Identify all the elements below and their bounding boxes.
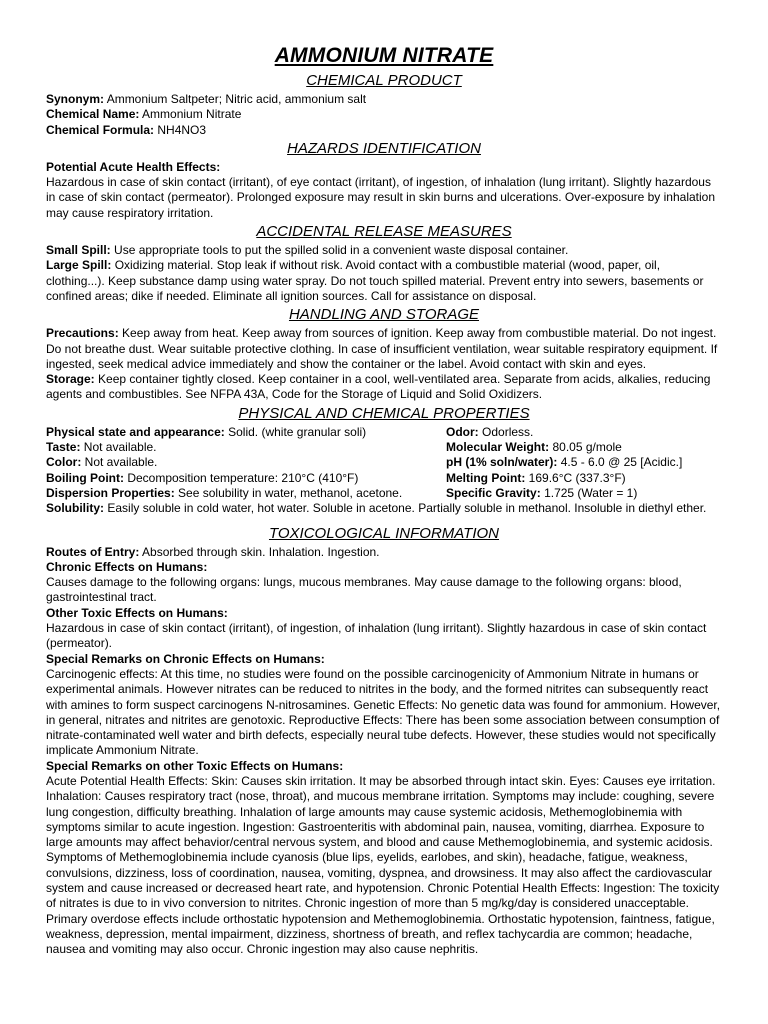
color-label: Color:: [46, 455, 82, 470]
dispersion-value: See solubility in water, methanol, acetone.: [178, 485, 403, 500]
melting-point-label: Melting Point:: [446, 470, 526, 485]
acute-effects-label: Potential Acute Health Effects:: [46, 159, 221, 174]
melting-point-value: 169.6°C (337.3°F): [528, 470, 626, 485]
dispersion-label: Dispersion Properties:: [46, 485, 175, 500]
storage-text: Keep container tightly closed. Keep container in a cool, well-ventilated area. Separate from acids, alkalies, reducing agents and combustibles. See NFPA 43A, Code for the Storage of Liquid and Solid Oxidizers.: [46, 372, 711, 402]
odor-value: Odorless.: [482, 424, 534, 439]
property-row-state-odor: [46, 425, 722, 440]
property-row-taste-mw: [46, 440, 722, 455]
special-remarks-other-label: Special Remarks on other Toxic Effects on Humans:: [46, 758, 344, 773]
routes-label: Routes of Entry:: [46, 544, 140, 559]
large-spill-label: Large Spill:: [46, 258, 112, 273]
chemical-name-value: Ammonium Nitrate: [142, 107, 242, 122]
storage-paragraph: [46, 372, 722, 403]
molecular-weight-value: 80.05 g/mole: [552, 440, 622, 455]
special-remarks-chronic-label: Special Remarks on Chronic Effects on Humans:: [46, 651, 325, 666]
other-toxic-effects-label: Other Toxic Effects on Humans:: [46, 605, 228, 620]
solubility-paragraph: [46, 501, 722, 516]
precautions-label: Precautions:: [46, 326, 119, 341]
solubility-label: Solubility:: [46, 501, 104, 516]
chronic-effects-text: Causes damage to the following organs: lungs, mucous membranes. May cause damage to the following organs: blood, gastrointestinal tract.: [46, 575, 682, 605]
other-toxic-effects-text: Hazardous in case of skin contact (irritant), of ingestion, of inhalation (lung irritant). Slightly hazardous in case of skin contact (permeator).: [46, 621, 707, 651]
small-spill-paragraph: [46, 243, 722, 258]
section-heading-accidental-release: ACCIDENTAL RELEASE MEASURES: [256, 223, 512, 241]
section-heading-hazards: HAZARDS IDENTIFICATION: [287, 139, 481, 157]
molecular-weight-label: Molecular Weight:: [446, 440, 550, 455]
ph-value: 4.5 - 6.0 @ 25 [Acidic.]: [560, 455, 683, 470]
physical-state-value: Solid. (white granular soli): [228, 424, 367, 439]
section-heading-physical-properties: PHYSICAL AND CHEMICAL PROPERTIES: [238, 404, 530, 422]
taste-label: Taste:: [46, 440, 81, 455]
large-spill-text: Oxidizing material. Stop leak if without risk. Avoid contact with a combustible material (wood, paper, oil, clothing...). Keep substance damp using water spray. Do not touch spilled material. Prevent entry into sewers, basements or confined areas; dike if needed. Eliminate all ignition sources. Call for assistance on disposal.: [46, 258, 704, 303]
section-heading-toxicological: TOXICOLOGICAL INFORMATION: [268, 524, 500, 542]
boiling-point-label: Boiling Point:: [46, 470, 124, 485]
acute-effects-text: Hazardous in case of skin contact (irritant), of eye contact (irritant), of ingestion, of inhalation (lung irritant). Slightly hazardous in case of skin contact (permeator). Prolonged exposure may result in skin burns and ulcerations. Over-exposure by inhalation may cause respiratory irritation.: [46, 175, 716, 220]
special-remarks-other-text: Acute Potential Health Effects: Skin: Causes skin irritation. It may be absorbed through intact skin. Eyes: Causes eye irritation. Inhalation: Causes respiratory tract (nose, throat), and mucous membrane irritation. Symptoms may include: coughing, severe lung congestion, difficulty breathing. Inhalation of large amounts may cause systemic acidosis, Methemoglobinemia with symptoms similar to acute ingestion. Ingestion: Gastroenteritis with abdominal pain, nausea, vomiting, diarrhea. Exposure to large amounts may affect behavior/central nervous system, and blood and cause Methemoglobinemia, and systemic acidosis. Symptoms of Methemoglobinemia include cyanosis (blue lips, eyelids, earlobes, and skin), headache, fatigue, weakness, convulsions, dizziness, loss of coordination, nausea, vomiting, dyspnea, and drowsiness. It may also affect the cardiovascular system and cause increased or decreased heart rate, and hypotension. Chronic Potential Health Effects: Ingestion: The toxicity of nitrates is due to in vivo conversion to nitrites. Chronic ingestion of more than 5 mg/kg/day is considered unacceptable. Primary overdose effects include orthostatic hypotension and Methemoglobinemia. Orthostatic hypotension, faintness, fatigue, weakness, depression, mental impairment, dizziness, shortness of breath, and reflex tachycardia are common; headache, nausea and vomiting may also occur. Chronic ingestion may also cause nephritis.: [46, 773, 720, 957]
specific-gravity-label: Specific Gravity:: [446, 485, 541, 500]
special-remarks-chronic-text: Carcinogenic effects: At this time, no studies were found on the possible carcinogenicity of Ammonium Nitrate in humans or experimental animals. However nitrates can be reduced to nitrites in the body, and the formed nitrites can subsequently react with amines to form suspect carcinogens N-nitrosamines. Genetic Effects: No genetic data was found for ammonium. However, in general, nitrates and nitrites are genotoxic. Reproductive Effects: There has been some association between consumption of nitrate-contaminated well water and birth defects, especially neural tube defects. However, these studies would not specifically implicate Ammonium Nitrate.: [46, 666, 721, 758]
routes-paragraph: [46, 545, 722, 560]
section-heading-chemical-product: CHEMICAL PRODUCT: [306, 72, 462, 89]
property-row-dispersion-gravity: [46, 486, 722, 501]
synonym-line: [46, 92, 722, 107]
synonym-label: Synonym:: [46, 92, 105, 106]
taste-value: Not available.: [83, 440, 157, 455]
chemical-name-label: Chemical Name:: [46, 107, 140, 122]
section-heading-handling-storage: HANDLING AND STORAGE: [288, 306, 480, 324]
small-spill-text: Use appropriate tools to put the spilled solid in a convenient waste disposal container.: [114, 243, 569, 258]
physical-state-label: Physical state and appearance:: [46, 424, 225, 439]
precautions-text: Keep away from heat. Keep away from sources of ignition. Keep away from combustible material. Do not ingest. Do not breathe dust. Wear suitable protective clothing. In case of insufficient ventilation, wear suitable respiratory equipment. If ingested, seek medical advice immediately and show the container or the label. Avoid contact with skin and eyes.: [46, 326, 718, 371]
chemical-formula-value: NH4NO3: [157, 122, 207, 137]
routes-text: Absorbed through skin. Inhalation. Ingestion.: [142, 544, 380, 559]
chronic-effects-label: Chronic Effects on Humans:: [46, 559, 208, 574]
precautions-paragraph: [46, 326, 722, 372]
large-spill-paragraph: [46, 258, 722, 304]
document-title: AMMONIUM NITRATE: [274, 44, 494, 67]
storage-label: Storage:: [46, 372, 95, 387]
color-value: Not available.: [84, 455, 158, 470]
chemical-formula-line: [46, 123, 722, 138]
odor-label: Odor:: [446, 424, 479, 439]
small-spill-label: Small Spill:: [46, 243, 111, 258]
property-row-color-ph: [46, 455, 722, 470]
solubility-text: Easily soluble in cold water, hot water. Soluble in acetone. Partially soluble in methanol. Insoluble in diethyl ether.: [107, 501, 707, 516]
specific-gravity-value: 1.725 (Water = 1): [544, 485, 638, 500]
ph-label: pH (1% soln/water):: [446, 455, 558, 470]
boiling-point-value: Decomposition temperature: 210°C (410°F): [127, 470, 359, 485]
synonym-value: Ammonium Saltpeter; Nitric acid, ammonium salt: [106, 92, 367, 106]
chemical-formula-label: Chemical Formula:: [46, 122, 155, 137]
chemical-name-line: [46, 107, 722, 122]
property-row-bp-mp: [46, 471, 722, 486]
